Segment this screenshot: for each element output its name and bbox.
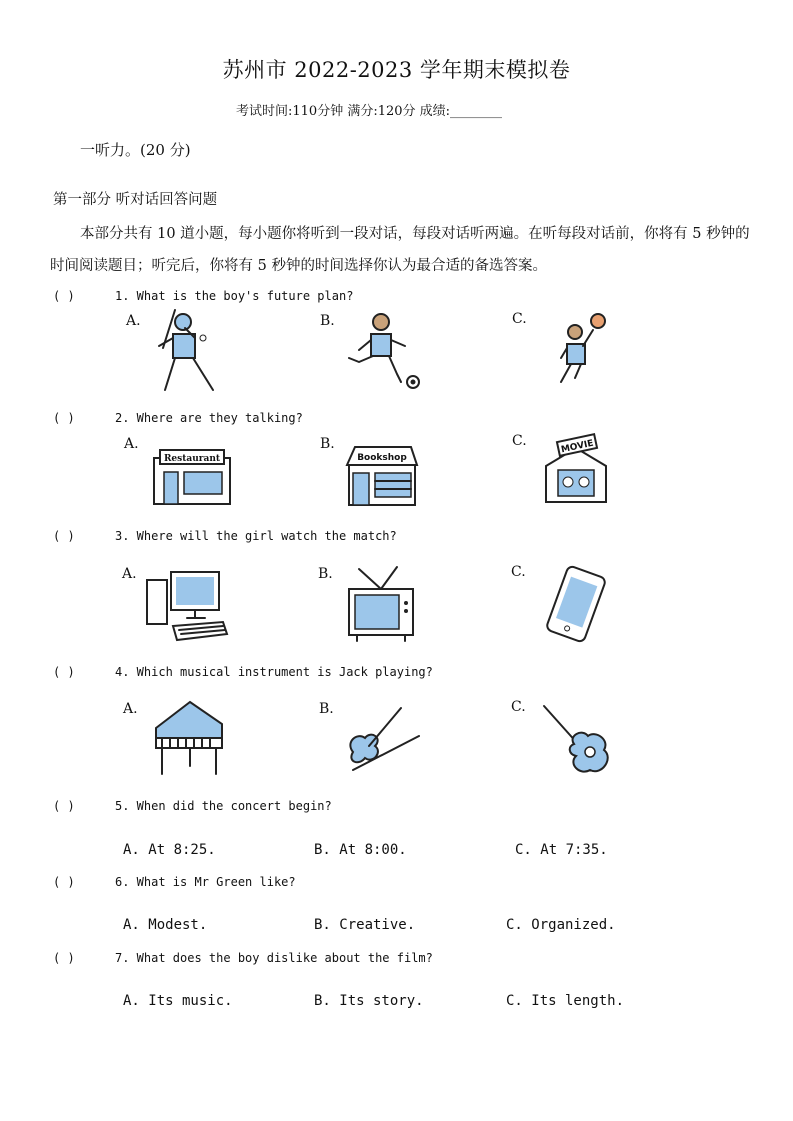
answer-blank[interactable]: ( ) [53,289,75,303]
question-5 [53,799,332,813]
answer-blank[interactable]: ( ) [53,951,75,965]
option-b[interactable]: B. At 8:00. [314,842,407,858]
restaurant-icon[interactable] [152,448,232,506]
guitar-icon[interactable] [538,700,618,780]
restaurant-sign: Restaurant [163,454,221,464]
baseball-player-icon[interactable] [155,308,225,398]
option-b[interactable]: B. Its story. [314,993,424,1009]
page-title: 苏州市 2022-2023 学年期末模拟卷 [222,58,571,82]
question-text: 3. Where will the girl watch the match? [115,529,397,543]
exam-info: 考试时间:110分钟 满分:120分 成绩:________ [236,104,503,119]
answer-blank[interactable]: ( ) [53,875,75,889]
option-b-label[interactable]: B. [319,701,334,717]
question-text: 5. When did the concert begin? [115,799,332,813]
soccer-player-icon[interactable] [345,310,425,395]
smartphone-icon[interactable] [542,566,612,642]
option-b[interactable]: B. Creative. [314,917,416,933]
option-b-label[interactable]: B. [320,436,335,452]
question-7 [53,951,433,965]
cinema-icon[interactable] [538,436,613,508]
answer-blank[interactable]: ( ) [53,529,75,543]
option-c-label[interactable]: C. [512,433,527,449]
option-c-label[interactable]: C. [511,564,526,580]
option-a[interactable]: A. At 8:25. [123,842,216,858]
question-text: 2. Where are they talking? [115,411,303,425]
option-c[interactable]: C. Organized. [506,917,616,933]
bookshop-sign: Bookshop [357,453,407,463]
option-c-label[interactable]: C. [511,699,526,715]
question-3 [53,529,397,543]
violin-icon[interactable] [343,702,423,774]
question-2 [53,411,303,425]
question-text: 4. Which musical instrument is Jack playing? [115,665,433,679]
piano-icon[interactable] [150,698,228,778]
option-a[interactable]: A. Modest. [123,917,208,933]
bookshop-icon[interactable] [345,445,420,507]
option-a-label[interactable]: A. [126,313,141,329]
option-b-label[interactable]: B. [320,313,335,329]
option-c[interactable]: C. Its length. [506,993,625,1009]
movie-sign: MOVIE [560,438,595,456]
computer-icon[interactable] [145,568,230,644]
part-title: 第一部分 听对话回答问题 [53,192,218,208]
instructions: 本部分共有 10 道小题，每小题你将听到一段对话，每段对话听两遍。在听每段对话前，你将有 5 秒钟的时间阅读题目；听完后，你将有 5 秒钟的时间选择你认为最合适的备选答案。 [50,226,750,274]
question-1 [53,289,353,303]
basketball-player-icon[interactable] [553,312,613,392]
option-a-label[interactable]: A. [123,701,138,717]
television-icon[interactable] [345,565,417,645]
question-text: 6. What is Mr Green like? [115,875,296,889]
answer-blank[interactable]: ( ) [53,411,75,425]
question-6 [53,875,296,889]
option-c-label[interactable]: C. [512,311,527,327]
question-text: 1. What is the boy's future plan? [115,289,354,303]
option-b-label[interactable]: B. [318,566,333,582]
option-a-label[interactable]: A. [122,566,137,582]
section-heading: 一听力。(20 分) [80,141,191,159]
question-4 [53,665,433,679]
option-a-label[interactable]: A. [124,436,139,452]
answer-blank[interactable]: ( ) [53,665,75,679]
question-text: 7. What does the boy dislike about the film? [115,951,433,965]
option-a[interactable]: A. Its music. [123,993,233,1009]
option-c[interactable]: C. At 7:35. [515,842,608,858]
answer-blank[interactable]: ( ) [53,799,75,813]
